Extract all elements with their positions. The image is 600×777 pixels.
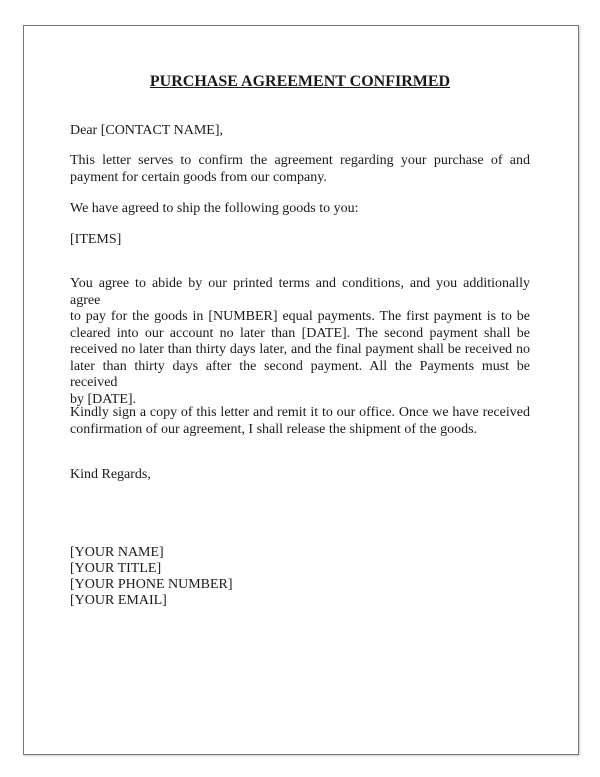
salutation: Dear [CONTACT NAME], <box>70 123 223 138</box>
signature-name: [YOUR NAME] <box>70 545 164 560</box>
paragraph-line: payment for certain goods from our company. <box>70 169 327 185</box>
paragraph-sign-copy <box>70 405 530 438</box>
paragraph-line: to pay for the goods in [NUMBER] equal payments. The first payment is to be <box>70 309 530 324</box>
paragraph-line: You agree to abide by our printed terms and conditions, and you additionally agree <box>70 276 530 308</box>
signature-email: [YOUR EMAIL] <box>70 593 167 608</box>
paragraph-line: cleared into our account no later than [DATE]. The second payment shall be <box>70 325 530 341</box>
paragraph-line: by [DATE]. <box>70 391 137 407</box>
signature-phone: [YOUR PHONE NUMBER] <box>70 577 233 592</box>
paragraph-line: Kindly sign a copy of this letter and remit it to our office. Once we have received <box>70 405 530 420</box>
items-placeholder: [ITEMS] <box>70 232 122 247</box>
paragraph-line: later than thirty days after the second payment. All the Payments must be received <box>70 358 530 390</box>
document-title: PURCHASE AGREEMENT CONFIRMED <box>149 73 451 90</box>
paragraph-shipping: We have agreed to ship the following goods to you: <box>70 201 359 216</box>
paragraph-line: received no later than thirty days later, and the final payment shall be received no <box>70 342 530 357</box>
closing: Kind Regards, <box>70 467 151 482</box>
paragraph-line: This letter serves to confirm the agreement regarding your purchase of and <box>70 153 530 168</box>
paragraph-line: confirmation of our agreement, I shall release the shipment of the goods. <box>70 421 478 437</box>
paragraph-confirmation <box>70 153 530 186</box>
signature-title: [YOUR TITLE] <box>70 561 162 576</box>
paragraph-payment-terms <box>70 276 530 408</box>
